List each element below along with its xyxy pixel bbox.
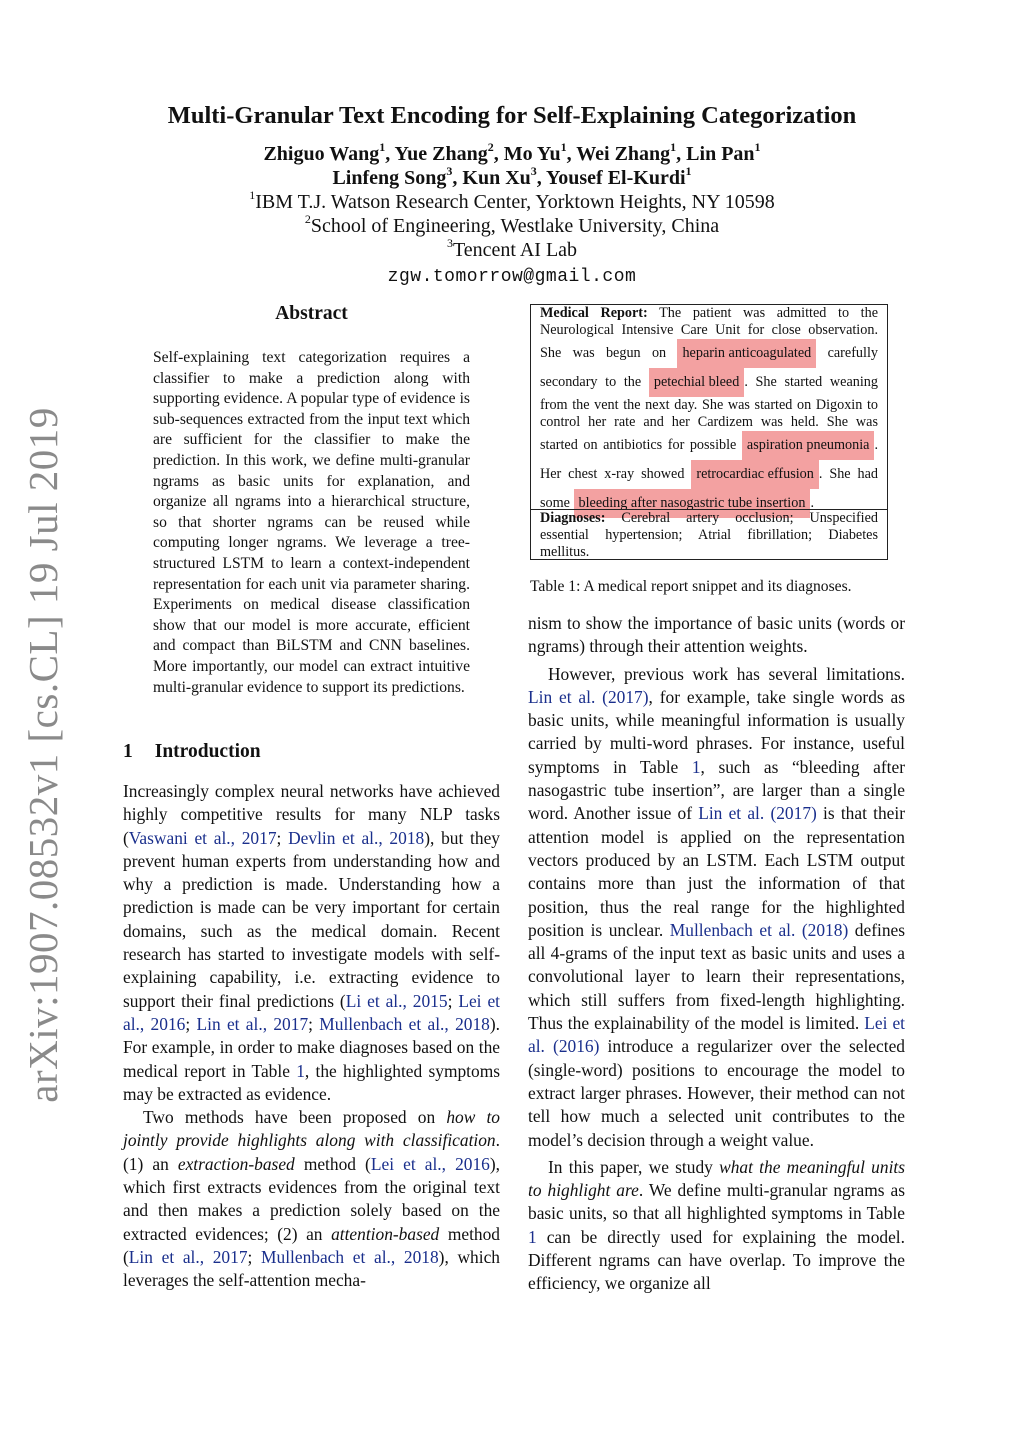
author-line-2: Linfeng Song$^3$, Kun Xu$^3$, Yousef El-Kurdi$^1$ — [332, 164, 692, 189]
citation-link[interactable]: Mullenbach et al., 2018 — [319, 1013, 490, 1034]
citation-link[interactable]: Lin et al., 2017 — [196, 1013, 309, 1034]
author-line-1: Zhiguo Wang$^1$, Yue Zhang$^2$, Mo Yu$^1$, Wei Zhang$^1$, Lin Pan$^1$ — [263, 140, 761, 165]
highlighted-evidence: heparin anticoagulated — [677, 339, 816, 368]
author: Yue Zhang$^2$ — [394, 140, 494, 165]
right-paragraph-limitations: However, previous work has several limitations. Lin et al. (2017), for example, take single words as basic units, while meaningful information is usually carried by multi-word phrases. For instance, useful symptoms in Table 1, such as “bleeding after nasogastric tube insertion”, are larger than a single word. Another issue of Lin et al. (2017) is that their attention model is applied on the representation vectors produced by an LSTM. Each LSTM output contains more than just the information of that position, thus the real range for the highlighted position is unclear. Mullenbach et al. (2018) defines all 4-grams of the input text as basic units and uses a convolutional layer to learn their representations, which still suffers from fixed-length highlighting. Thus the explainability of the model is limited. Lei et al. (2016) introduce a regularizer over the selected (single-word) positions to encourage the model to extract larger phrases. However, their method can not tell how much a selected unit contributes to the model’s decision through a weight value. — [528, 663, 905, 1150]
affiliation-1: $^1$IBM T.J. Watson Research Center, Yorktown Heights, NY 10598 — [249, 188, 775, 213]
intro-paragraph-1: Increasingly complex neural networks have achieved highly competitive results for many NLP tasks (Vaswani et al., 2017; Devlin et al., 2018), but they prevent human experts from understanding how and why a prediction is made. Understanding how a prediction is made can be very important for certain domains, such as the medical domain. Recent research has started to investigate models with self-explaining capability, i.e. extracting evidence to support their final predictions (Li et al., 2015; Lei et al., 2016; Lin et al., 2017; Mullenbach et al., 2018). For example, in order to make diagnoses based on the medical report in Table 1, the highlighted symptoms may be extracted as evidence. — [123, 781, 501, 1104]
paper-title: Multi-Granular Text Encoding for Self-Explaining Categorization — [167, 102, 857, 129]
citation-link[interactable]: Vaswani et al., 2017 — [128, 827, 277, 848]
diagnoses-text: Diagnoses: Cerebral artery occlusion; Unspecified essential hypertension; Atrial fibrillation; Diabetes mellitus. — [540, 510, 878, 560]
email[interactable]: zgw.tomorrow@gmail.com — [387, 267, 637, 287]
right-paragraph-continued: nism to show the importance of basic units (words or ngrams) through their attention weights. — [528, 613, 905, 657]
citation-link[interactable]: Lin et al. (2017) — [528, 686, 649, 707]
affiliation-3: $^3$Tencent AI Lab — [446, 236, 578, 261]
abstract-text: Self-explaining text categorization requires a classifier to make a prediction along with supporting evidence. A popular type of evidence is sub-sequences extracted from the input text which are sufficient for the classifier to make the prediction. In this work, we define multi-granular ngrams as basic units for explanation, and organize all ngrams into a hierarchical structure, so that shorter ngrams can be reused while computing longer ngrams. We leverage a tree-structured LSTM to learn a context-independent representation for each unit via parameter sharing. Experiments on medical disease classification show that our model is more accurate, efficient and compact than BiLSTM and CNN baselines. More importantly, our model can extract intuitive multi-granular evidence to support its predictions. — [153, 349, 470, 696]
right-paragraph-this-paper: In this paper, we study what the meaningful units to highlight are. We define multi-granular ngrams as basic units, so that all highlighted symptoms in Table 1 can be directly used for explaining the model. Different ngrams can have overlap. To improve the efficiency, we organize all — [528, 1156, 906, 1294]
author: Mo Yu$^1$ — [503, 140, 567, 165]
medical-report-text: Medical Report: The patient was admitted to the Neurological Intensive Care Unit for close observation. She was begun on heparin anticoagulated carefully secondary to the petechial bleed . She started weaning from the vent the next day. She was started on Digoxin to control her rate and her Cardizem was held. She was started on antibiotics for possible aspiration pneumonia . Her chest x-ray showed retrocardiac effusion . She had some bleeding after nasogastric tube insertion . — [540, 305, 878, 518]
citation-link[interactable]: Lei et al., 2016 — [123, 990, 501, 1034]
author: Linfeng Song$^3$ — [332, 164, 453, 189]
highlighted-evidence: retrocardiac effusion — [691, 460, 819, 489]
citation-link[interactable]: Lin et al., 2017 — [128, 1246, 248, 1267]
citation-link[interactable]: Lei et al. (2016) — [528, 1013, 905, 1057]
citation-link[interactable]: Mullenbach et al. (2018) — [669, 919, 849, 940]
author: Yousef El-Kurdi$^1$ — [546, 164, 692, 189]
author: Kun Xu$^3$ — [462, 164, 537, 189]
citation-link[interactable]: Mullenbach et al., 2018 — [261, 1246, 439, 1267]
highlighted-evidence: petechial bleed — [649, 368, 744, 397]
author: Zhiguo Wang$^1$ — [263, 140, 386, 165]
highlighted-evidence: aspiration pneumonia — [742, 431, 875, 460]
arxiv-identifier: arXiv:1907.08532v1 [cs.CL] 19 Jul 2019 — [20, 407, 66, 1103]
table-caption: Table 1: A medical report snippet and its diagnoses. — [530, 578, 852, 595]
section-heading-introduction: 1 Introduction — [123, 741, 261, 762]
table-reference-link[interactable]: 1 — [691, 756, 701, 777]
citation-link[interactable]: Lin et al. (2017) — [698, 803, 817, 824]
citation-link[interactable]: Devlin et al., 2018 — [288, 827, 425, 848]
intro-paragraph-2: Two methods have been proposed on how to jointly provide highlights along with classification. (1) an extraction-based method (Lei et al., 2016), which first extracts evidences from the original text and then makes a prediction solely based on the extracted evidences; (2) an attention-based method (Lin et al., 2017; Mullenbach et al., 2018), which leverages the self-attention mecha- — [123, 1107, 500, 1291]
table-reference-link[interactable]: 1 — [296, 1060, 305, 1081]
intro-right-column — [528, 612, 905, 1296]
highlighted-evidence: bleeding after nasogastric tube insertion — [574, 489, 811, 518]
citation-link[interactable]: Lei et al., 2016 — [370, 1153, 490, 1174]
abstract-heading: Abstract — [275, 303, 348, 324]
author: Lin Pan$^1$ — [686, 140, 761, 165]
table-reference-link[interactable]: 1 — [528, 1226, 537, 1247]
intro-left-column — [123, 780, 500, 1293]
citation-link[interactable]: Li et al., 2015 — [345, 990, 448, 1011]
affiliation-2: $^2$School of Engineering, Westlake University, China — [304, 212, 720, 237]
author: Wei Zhang$^1$ — [576, 140, 677, 165]
medical-report-table — [530, 304, 888, 560]
